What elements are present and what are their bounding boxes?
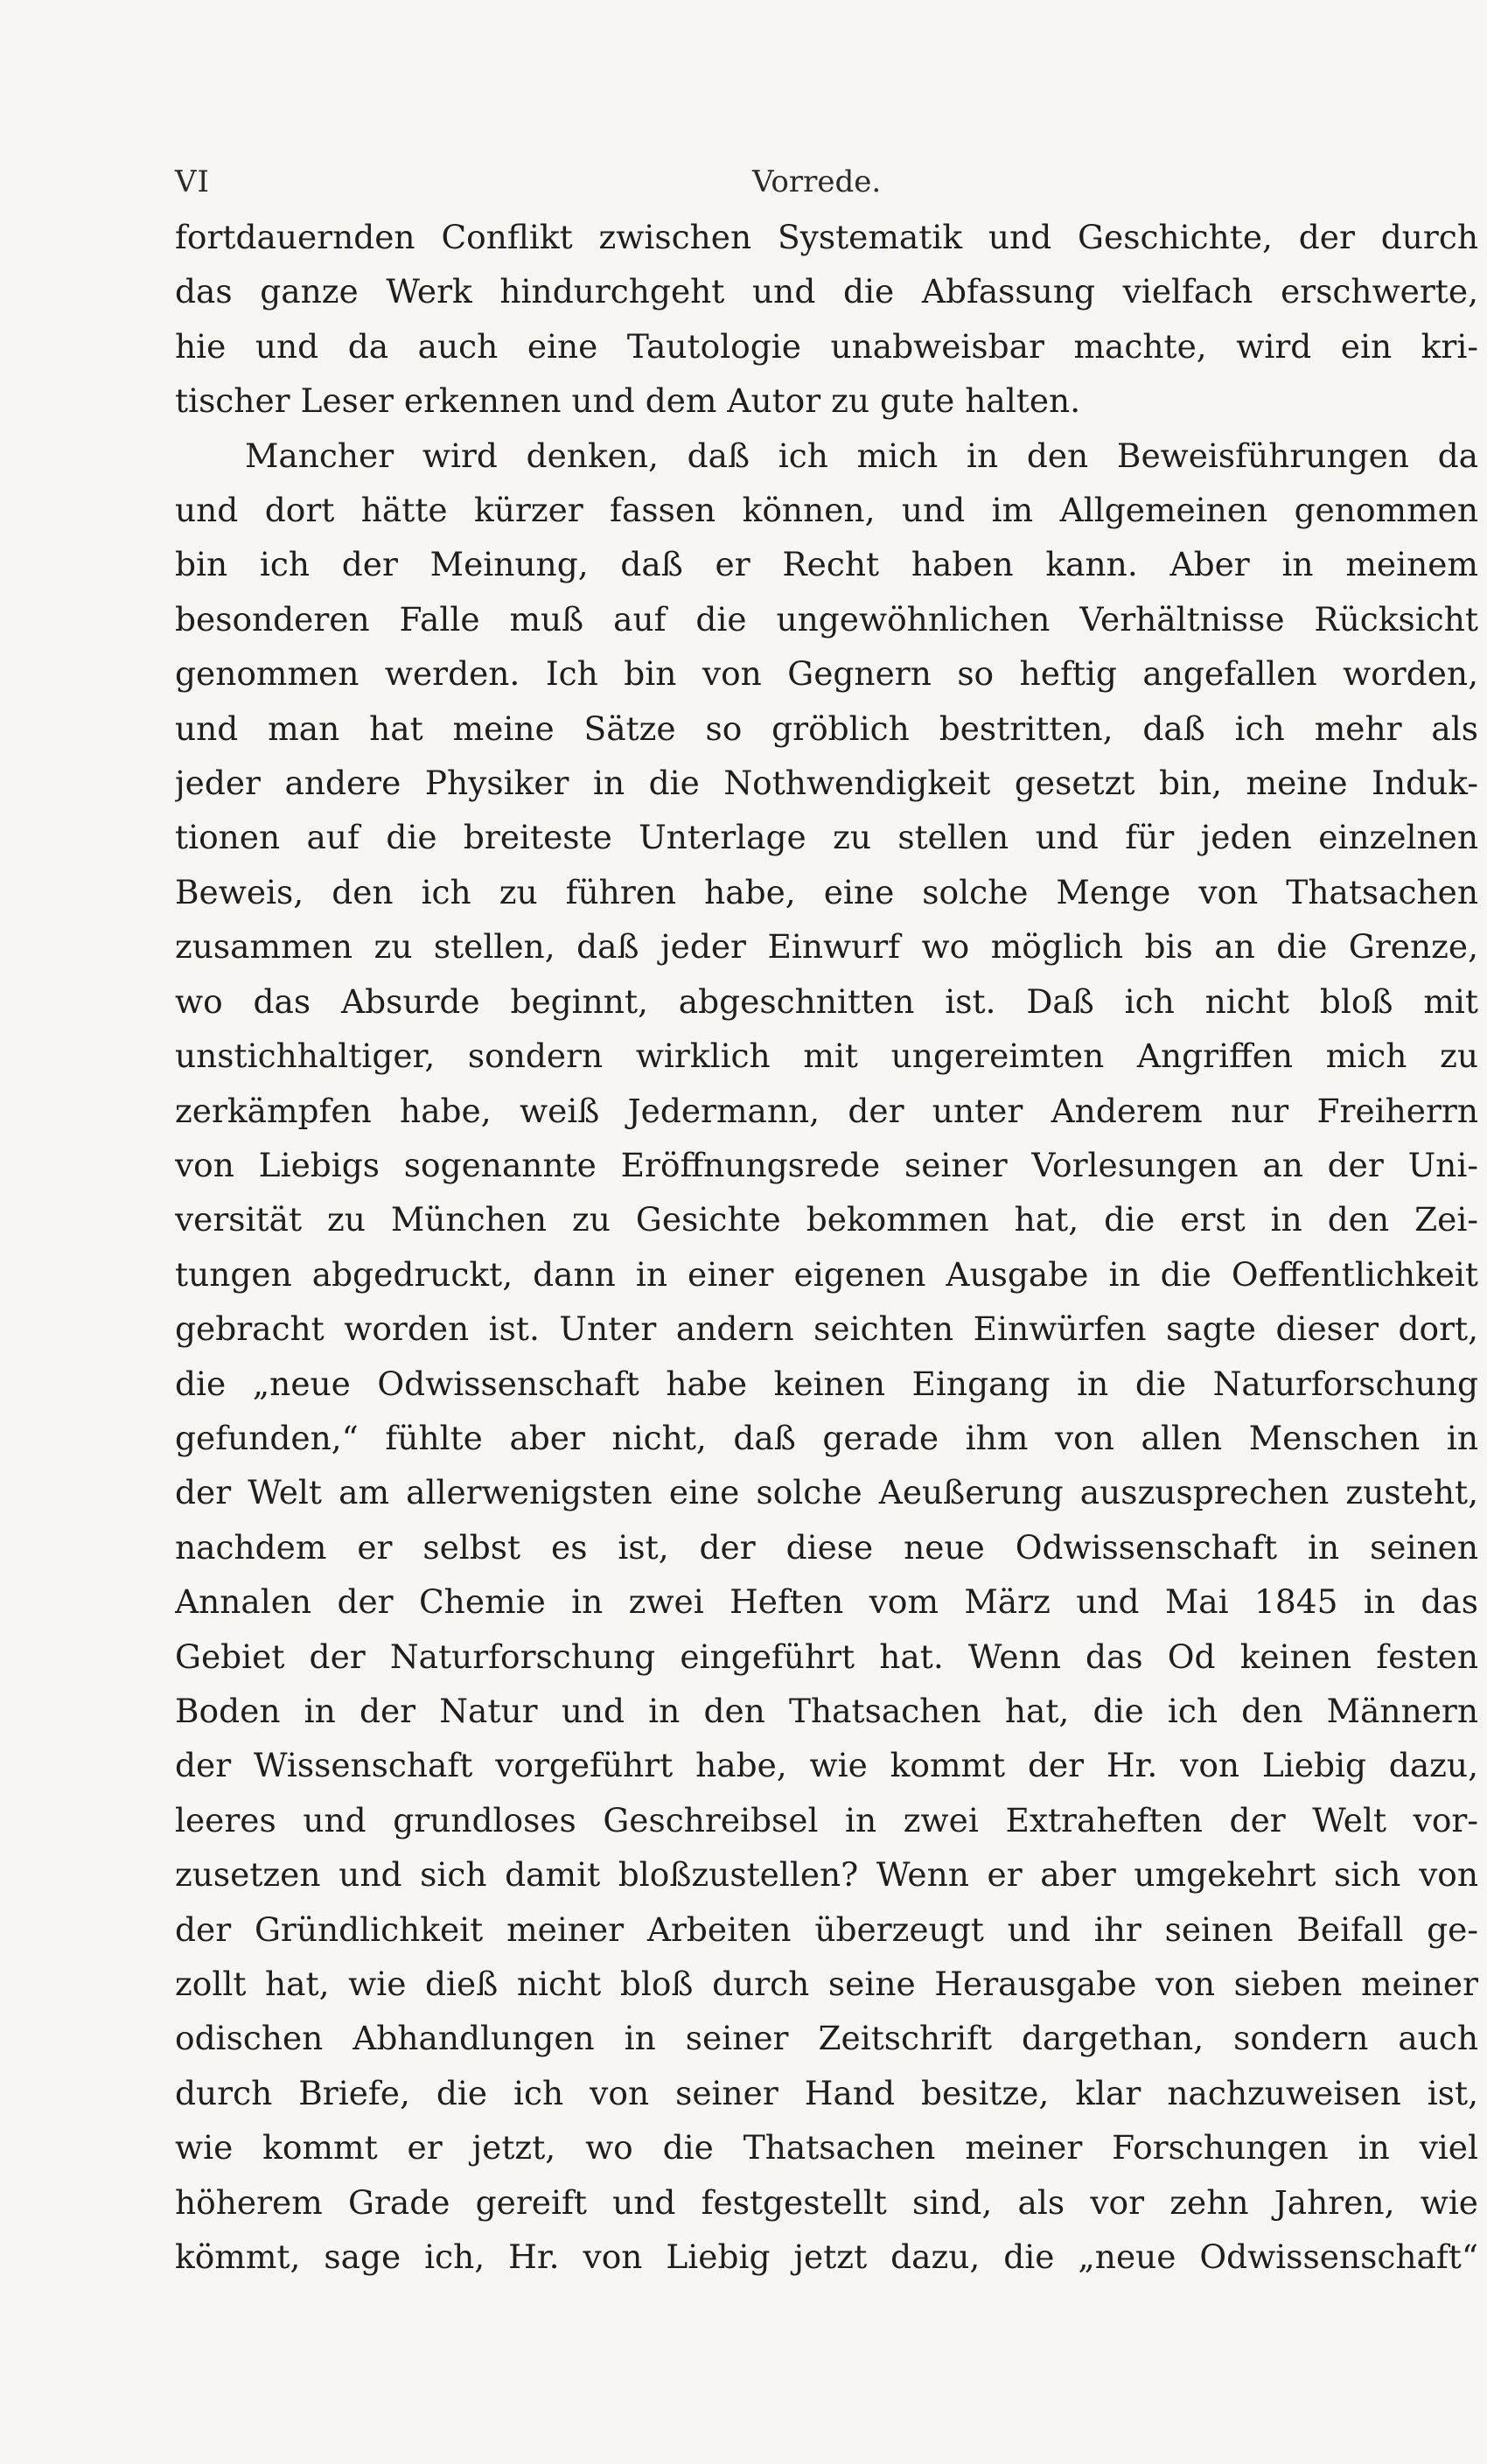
text-line: der Gründlichkeit meiner Arbeiten überzeugt und ihr seinen Beifall ge-: [175, 1909, 1478, 1949]
text-line: von Liebigs sogenannte Eröffnungsrede seiner Vorlesungen an der Uni-: [175, 1145, 1478, 1184]
text-line: das ganze Werk hindurchgeht und die Abfassung vielfach erschwerte,: [175, 272, 1478, 311]
text-line: wo das Absurde beginnt, abgeschnitten ist. Daß ich nicht bloß mit: [175, 981, 1478, 1021]
text-line: kömmt, sage ich, Hr. von Liebig jetzt dazu, die „neue Odwissenschaft“: [175, 2237, 1478, 2277]
text-line: und dort hätte kürzer fassen können, und im Allgemeinen genommen: [175, 491, 1478, 530]
text-line: odischen Abhandlungen in seiner Zeitschrift dargethan, sondern auch: [175, 2019, 1478, 2058]
text-line: tischer Leser erkennen und dem Autor zu gute halten.: [175, 381, 1081, 421]
text-line: tungen abgedruckt, dann in einer eigenen Ausgabe in die Oeffentlichkeit: [175, 1254, 1478, 1294]
running-head: [175, 164, 1487, 208]
text-line: Mancher wird denken, daß ich mich in den Beweisführungen da: [245, 436, 1478, 475]
text-line: unstichhaltiger, sondern wirklich mit ungereimten Angriffen mich zu: [175, 1037, 1478, 1076]
text-line: der Wissenschaft vorgeführt habe, wie kommt der Hr. von Liebig dazu,: [175, 1746, 1478, 1785]
text-line: tionen auf die breiteste Unterlage zu stellen und für jeden einzelnen: [175, 818, 1478, 857]
text-line: gefunden,“ fühlte aber nicht, daß gerade ihm von allen Menschen in: [175, 1418, 1478, 1457]
text-line: Boden in der Natur und in den Thatsachen hat, die ich den Männern: [175, 1691, 1478, 1730]
page-number: VI: [175, 164, 210, 199]
text-line: durch Briefe, die ich von seiner Hand besitze, klar nachzuweisen ist,: [175, 2073, 1478, 2112]
text-line: zusetzen und sich damit bloßzustellen? Wenn er aber umgekehrt sich von: [175, 1855, 1478, 1895]
text-line: versität zu München zu Gesichte bekommen hat, die erst in den Zei-: [175, 1200, 1478, 1239]
text-line: gebracht worden ist. Unter andern seichten Einwürfen sagte dieser dort,: [175, 1309, 1478, 1349]
text-line: höherem Grade gereift und festgestellt sind, als vor zehn Jahren, wie: [175, 2182, 1478, 2222]
body-text: [175, 210, 1478, 2284]
text-line: Beweis, den ich zu führen habe, eine solche Menge von Thatsachen: [175, 872, 1478, 911]
text-line: leeres und grundloses Geschreibsel in zwei Extraheften der Welt vor-: [175, 1800, 1478, 1839]
text-line: die „neue Odwissenschaft habe keinen Eingang in die Naturforschung: [175, 1364, 1478, 1403]
text-line: fortdauernden Conflikt zwischen Systematik und Geschichte, der durch: [175, 218, 1478, 256]
text-line: bin ich der Meinung, daß er Recht haben kann. Aber in meinem: [175, 545, 1478, 584]
text-line: jeder andere Physiker in die Nothwendigkeit gesetzt bin, meine Induk-: [175, 764, 1478, 803]
text-line: nachdem er selbst es ist, der diese neue Odwissenschaft in seinen: [175, 1527, 1478, 1567]
text-line: wie kommt er jetzt, wo die Thatsachen meiner Forschungen in viel: [175, 2128, 1478, 2167]
text-line: der Welt am allerwenigsten eine solche Aeußerung auszusprechen zusteht,: [175, 1473, 1478, 1512]
text-line: genommen werden. Ich bin von Gegnern so heftig angefallen worden,: [175, 654, 1478, 694]
text-line: hie und da auch eine Tautologie unabweisbar machte, wird ein kri-: [175, 326, 1478, 366]
text-line: und man hat meine Sätze so gröblich bestritten, daß ich mehr als: [175, 708, 1478, 748]
text-line: zerkämpfen habe, weiß Jedermann, der unter Anderem nur Freiherrn: [175, 1091, 1478, 1130]
text-line: Gebiet der Naturforschung eingeführt hat. Wenn das Od keinen festen: [175, 1637, 1478, 1676]
text-line: Annalen der Chemie in zwei Heften vom März und Mai 1845 in das: [175, 1582, 1478, 1622]
text-line: besonderen Falle muß auf die ungewöhnlichen Verhältnisse Rücksicht: [175, 599, 1478, 639]
running-title: Vorrede.: [752, 164, 882, 199]
text-line: zusammen zu stellen, daß jeder Einwurf wo möglich bis an die Grenze,: [175, 927, 1478, 967]
text-line: zollt hat, wie dieß nicht bloß durch seine Herausgabe von sieben meiner: [175, 1965, 1478, 2003]
